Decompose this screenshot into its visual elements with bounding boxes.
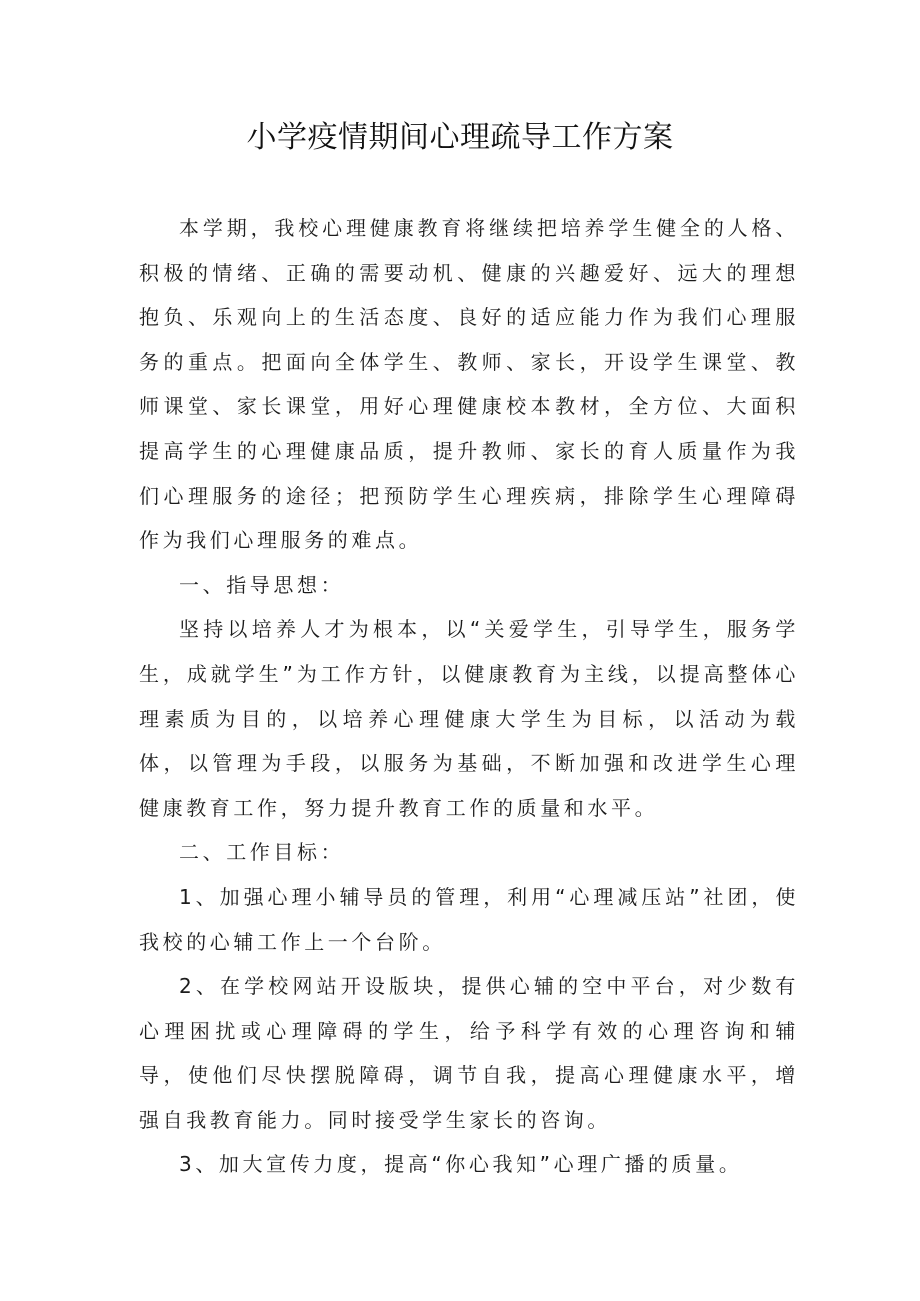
section-heading-work-goals: 二、工作目标： bbox=[179, 840, 345, 865]
work-goal-item-2: 2、在学校网站开设版块，提供心辅的空中平台，对少数有心理困扰或心理障碍的学生，给予科学有效的心理咨询和辅导，使他们尽快摆脱障碍，调节自我，提高心理健康水平，增强自我教育能力。同时接受学生家长的咨询。 bbox=[139, 974, 799, 1132]
work-goal-item-3: 3、加大宣传力度，提高“你心我知”心理广播的质量。 bbox=[179, 1152, 743, 1177]
document-body bbox=[139, 206, 799, 1187]
work-goal-item-1: 1、加强心理小辅导员的管理，利用“心理减压站”社团，使我校的心辅工作上一个台阶。 bbox=[139, 884, 799, 954]
section-heading-guiding-ideology: 一、指导思想： bbox=[179, 572, 345, 597]
document-title: 小学疫情期间心理疏导工作方案 bbox=[246, 120, 674, 155]
guiding-ideology-paragraph: 坚持以培养人才为根本，以“关爱学生，引导学生，服务学生，成就学生”为工作方针，以健康教育为主线，以提高整体心理素质为目的，以培养心理健康大学生为目标，以活动为载体，以管理为手段，以服务为基础，不断加强和改进学生心理健康教育工作，努力提升教育工作的质量和水平。 bbox=[139, 617, 799, 820]
intro-paragraph: 本学期，我校心理健康教育将继续把培养学生健全的人格、积极的情绪、正确的需要动机、健康的兴趣爱好、远大的理想抱负、乐观向上的生活态度、良好的适应能力作为我们心理服务的重点。把面向全体学生、教师、家长，开设学生课堂、教师课堂、家长课堂，用好心理健康校本教材，全方位、大面积提高学生的心理健康品质，提升教师、家长的育人质量作为我们心理服务的途径；把预防学生心理疾病，排除学生心理障碍作为我们心理服务的难点。 bbox=[139, 216, 799, 553]
